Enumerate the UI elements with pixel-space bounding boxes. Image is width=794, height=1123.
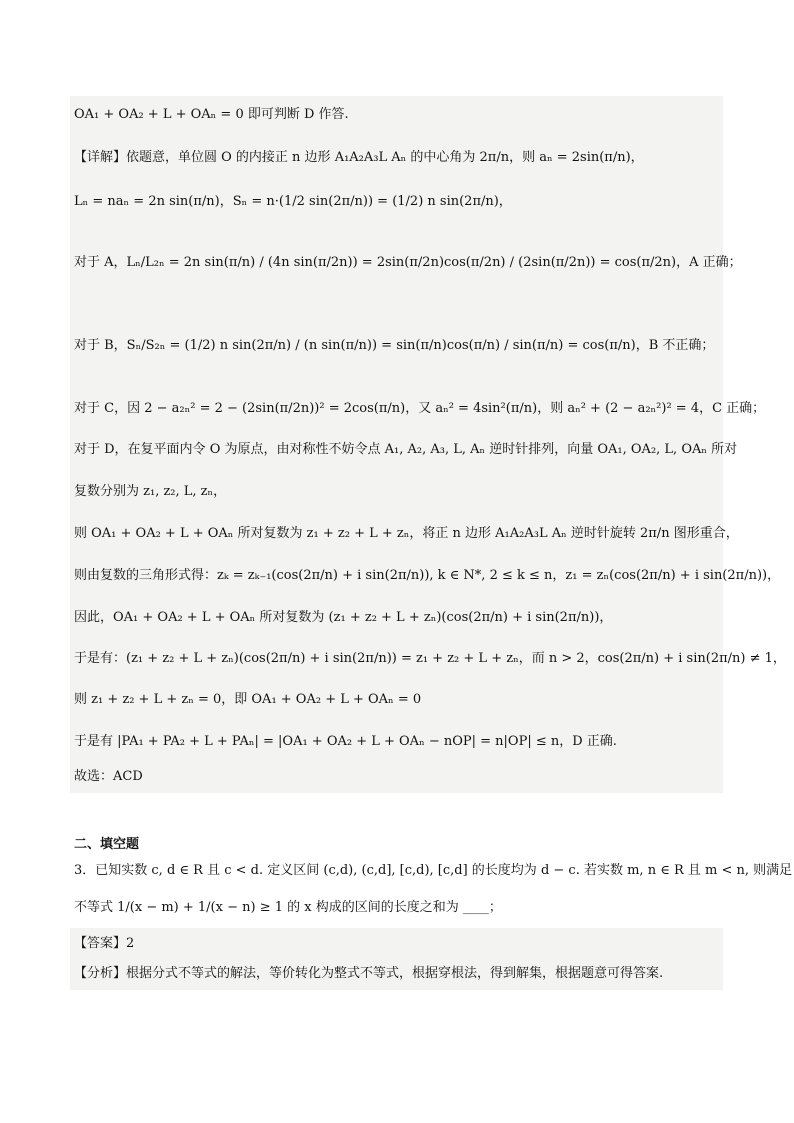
solution-line: 【详解】依题意，单位圆 O 的内接正 n 边形 A₁A₂A₃L Aₙ 的中心角为 2π/n，则 aₙ = 2sin(π/n)， [74, 150, 644, 165]
question-line: 不等式 1/(x − m) + 1/(x − n) ≥ 1 的 x 构成的区间的长度之和为 ____； [74, 900, 502, 915]
solution-line: 故选：ACD [74, 769, 143, 784]
question-line: 3．已知实数 c, d ∈ R 且 c < d. 定义区间 (c,d), (c,d], [c,d), [c,d] 的长度均为 d − c. 若实数 m, n ∈ R 且 m < n, 则满足 [74, 863, 793, 878]
solution-line: Lₙ = naₙ = 2n sin(π/n)，Sₙ = n·(1/2 sin(2π/n)) = (1/2) n sin(2π/n)， [74, 194, 512, 209]
section-title: 二、填空题 [74, 837, 140, 852]
solution-line: 则由复数的三角形式得：zₖ = zₖ₋₁(cos(2π/n) + i sin(2π/n)), k ∈ N*, 2 ≤ k ≤ n，z₁ = zₙ(cos(2π/n) + i sin(2π/n))， [74, 568, 781, 583]
solution-line: 对于 A，Lₙ/L₂ₙ = 2n sin(π/n) / (4n sin(π/2n)) = 2sin(π/2n)cos(π/2n) / (2sin(π/2n)) = cos(π/2n)，A 正确； [74, 255, 742, 270]
solution-line: 对于 C，因 2 − a₂ₙ² = 2 − (2sin(π/2n))² = 2cos(π/n)，又 aₙ² = 4sin²(π/n)，则 aₙ² + (2 − a₂ₙ²)² = 4，C 正确； [74, 401, 766, 416]
solution-line: 于是有 |PA₁ + PA₂ + L + PAₙ| = |OA₁ + OA₂ + L + OAₙ − nOP| = n|OP| ≤ n，D 正确. [74, 734, 617, 749]
solution-line: 对于 D，在复平面内令 O 为原点，由对称性不妨令点 A₁, A₂, A₃, L, Aₙ 逆时针排列，向量 OA₁, OA₂, L, OAₙ 所对 [74, 442, 738, 457]
solution-line: 因此，OA₁ + OA₂ + L + OAₙ 所对复数为 (z₁ + z₂ + L + zₙ)(cos(2π/n) + i sin(2π/n))， [74, 610, 613, 625]
solution-line: 则 OA₁ + OA₂ + L + OAₙ 所对复数为 z₁ + z₂ + L + zₙ，将正 n 边形 A₁A₂A₃L Aₙ 逆时针旋转 2π/n 图形重合， [74, 526, 739, 541]
answer-line: 【答案】2 [74, 936, 135, 951]
analysis-line: 【分析】根据分式不等式的解法，等价转化为整式不等式，根据穿根法，得到解集，根据题意可得答案. [74, 966, 664, 981]
solution-line: 则 z₁ + z₂ + L + zₙ = 0，即 OA₁ + OA₂ + L + OAₙ = 0 [74, 692, 422, 707]
solution-line: OA₁ + OA₂ + L + OAₙ = 0 即可判断 D 作答. [74, 107, 349, 122]
solution-line: 复数分别为 z₁, z₂, L, zₙ， [74, 484, 227, 499]
solution-line: 对于 B，Sₙ/S₂ₙ = (1/2) n sin(2π/n) / (n sin(π/n)) = sin(π/n)cos(π/n) / sin(π/n) = cos(π/n)，B 不正确； [74, 338, 715, 353]
solution-line: 于是有：(z₁ + z₂ + L + zₙ)(cos(2π/n) + i sin(2π/n)) = z₁ + z₂ + L + zₙ，而 n > 2，cos(2π/n) + i sin(2π/n) ≠ 1， [74, 651, 786, 666]
